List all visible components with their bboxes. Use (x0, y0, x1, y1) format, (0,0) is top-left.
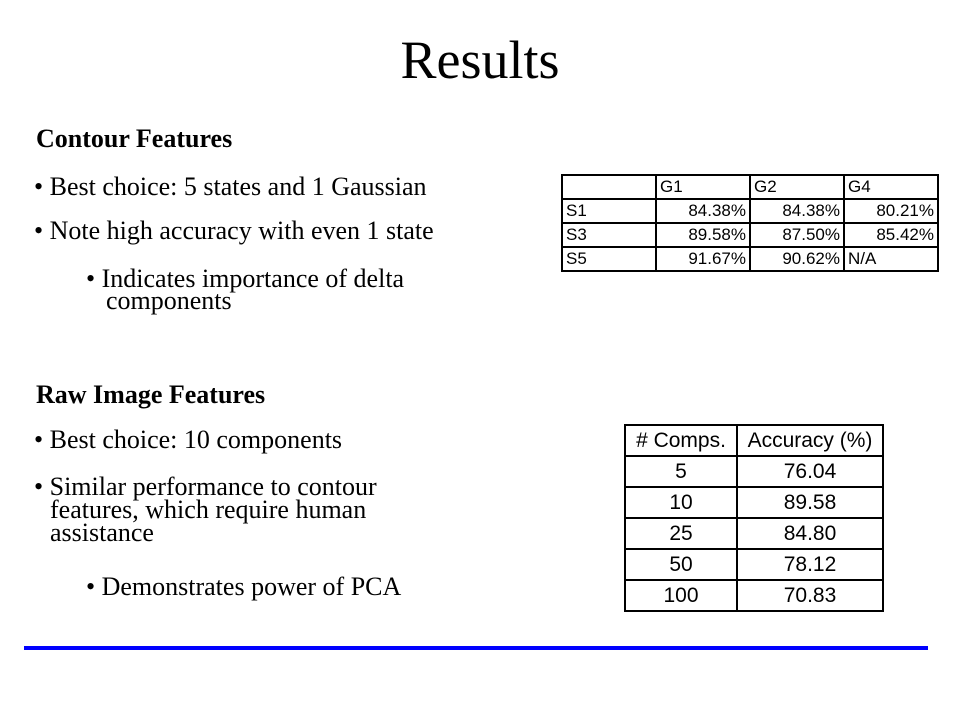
table-row (625, 580, 883, 611)
table-cell: 100 (625, 580, 737, 611)
table-row (562, 199, 938, 223)
table-row (625, 456, 883, 487)
table-cell: 78.12 (737, 549, 883, 580)
table-header-cell: Accuracy (%) (737, 425, 883, 456)
raw-image-features-heading: Raw Image Features (36, 380, 266, 409)
pca-components-accuracy-table (624, 424, 884, 612)
table-cell: 76.04 (737, 456, 883, 487)
table-cell: 89.58 (737, 487, 883, 518)
slide-title: Results (400, 30, 560, 90)
raw-sub-bullet: • Demonstrates power of PCA (86, 572, 402, 601)
table-header-row (562, 175, 938, 199)
raw-bullet-1: • Best choice: 10 components (34, 425, 343, 454)
table-cell: 87.50% (750, 223, 844, 247)
raw-bullet-2-line3: assistance (50, 518, 154, 547)
table-cell: 70.83 (737, 580, 883, 611)
table-cell: 84.38% (656, 199, 750, 223)
table-cell: 85.42% (844, 223, 938, 247)
contour-sub-bullet-line1: • Indicates importance of delta (86, 264, 405, 293)
table-row (562, 247, 938, 271)
table-cell: 84.38% (750, 199, 844, 223)
table-cell: 91.67% (656, 247, 750, 271)
table-cell: 80.21% (844, 199, 938, 223)
table-cell: 89.58% (656, 223, 750, 247)
table-header-cell: G1 (656, 175, 750, 199)
contour-bullet-1: • Best choice: 5 states and 1 Gaussian (34, 172, 427, 201)
table-cell: S3 (562, 223, 656, 247)
table-header-cell: # Comps. (625, 425, 737, 456)
contour-features-heading: Contour Features (36, 124, 233, 153)
contour-bullet-2: • Note high accuracy with even 1 state (34, 216, 434, 245)
table-row (625, 549, 883, 580)
table-header-row (625, 425, 883, 456)
table-cell: 90.62% (750, 247, 844, 271)
raw-bullet-2-line2: features, which require human (50, 495, 367, 524)
table-header-cell: G4 (844, 175, 938, 199)
footer-divider-line (24, 646, 928, 650)
contour-sub-bullet (86, 264, 404, 316)
table-row (625, 518, 883, 549)
table-row (562, 223, 938, 247)
states-gaussians-accuracy-table (561, 174, 939, 272)
table-cell: S5 (562, 247, 656, 271)
table-cell: N/A (844, 247, 938, 271)
raw-bullet-2 (34, 472, 377, 548)
table-header-cell (562, 175, 656, 199)
table-cell: 5 (625, 456, 737, 487)
table-cell: 84.80 (737, 518, 883, 549)
table-header-cell: G2 (750, 175, 844, 199)
table-cell: 10 (625, 487, 737, 518)
table-cell: 50 (625, 549, 737, 580)
table-row (625, 487, 883, 518)
table-cell: 25 (625, 518, 737, 549)
table-cell: S1 (562, 199, 656, 223)
contour-sub-bullet-line2: components (106, 286, 232, 315)
raw-bullet-2-line1: • Similar performance to contour (34, 472, 377, 501)
